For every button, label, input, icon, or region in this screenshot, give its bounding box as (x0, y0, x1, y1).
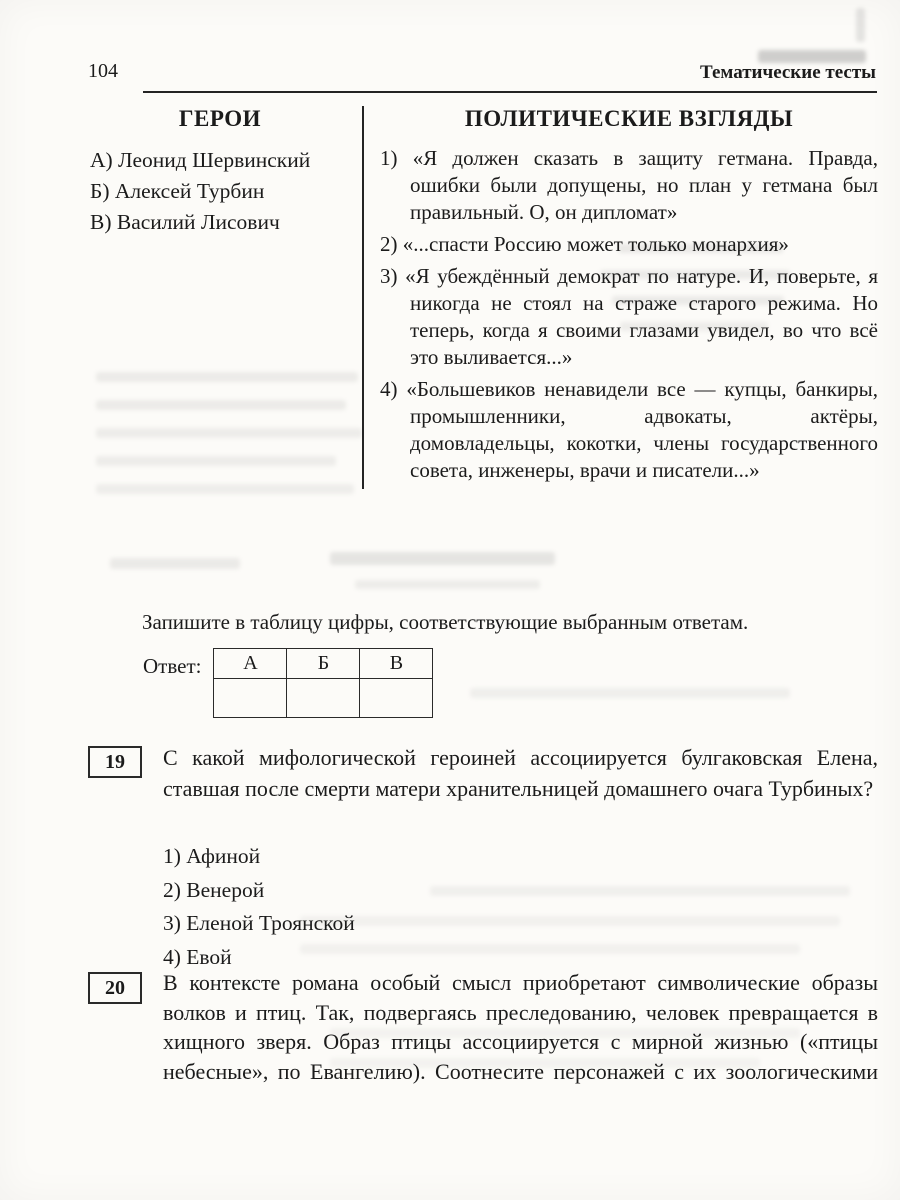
answer-col-v: В (360, 649, 433, 679)
hero-item: А) Леонид Шервинский (90, 148, 311, 172)
running-title: Тематические тесты (700, 62, 876, 83)
question-19-options (163, 840, 355, 974)
bleed-artifact (300, 916, 840, 926)
views-column-header: ПОЛИТИЧЕСКИЕ ВЗГЛЯДЫ (464, 106, 794, 131)
answer-col-b: Б (287, 649, 360, 679)
instruction-text: Запишите в таблицу цифры, соответствующие выбранным ответам. (142, 610, 749, 634)
question-19-option: 4) Евой (163, 944, 232, 969)
question-19-number: 19 (105, 750, 125, 773)
header-rule (143, 91, 877, 93)
answer-block (143, 648, 433, 718)
view-item: 3) «Я убеждённый демократ по натуре. И, поверьте, я никогда не стоял на страже старого режима. Но теперь, когда я своими глазами увидел, во что всё это выливается...» (380, 264, 878, 369)
heroes-column (90, 106, 362, 489)
answer-col-a: А (214, 649, 287, 679)
question-19-option: 3) Еленой Троянской (163, 911, 355, 935)
view-item: 1) «Я должен сказать в защиту гетмана. Правда, ошибки были допущены, но план у гетмана был правильный. О, он дипломат» (380, 146, 878, 224)
question-20-number-box (88, 972, 142, 1004)
question-20-text: В контексте романа особый смысл приобретают символические образы волков и птиц. Так, подвергаясь преследованию, человек превращается в хищного зверя. Образ птицы ассоциируется с мирной жизнью («птицы небесные», по Евангелию). Соотнесите персонажей с их зоологическими (163, 970, 878, 1084)
bleed-artifact (856, 8, 865, 42)
heroes-column-header: ГЕРОИ (178, 106, 262, 131)
question-19-option: 1) Афиной (163, 844, 261, 868)
bleed-artifact (330, 552, 555, 565)
answer-table (213, 648, 433, 718)
bleed-artifact (470, 688, 790, 698)
question-20-number: 20 (105, 976, 125, 999)
view-item: 2) «...спасти Россию может только монархия» (380, 232, 789, 256)
question-19-number-box (88, 746, 142, 778)
answer-value-row (214, 679, 433, 718)
bleed-artifact (430, 886, 850, 896)
answer-label: Ответ: (143, 654, 202, 678)
question-19-option: 2) Венерой (163, 877, 265, 902)
answer-cell-b (287, 679, 360, 718)
view-item: 4) «Большевиков ненавидели все — купцы, банкиры, промышленники, адвокаты, актёры, домовладельцы, кокотки, члены государственного совета, инженеры, врачи и писатели...» (380, 377, 878, 482)
page-number: 104 (88, 60, 118, 82)
answer-header-row (214, 649, 433, 679)
hero-item: Б) Алексей Турбин (90, 179, 265, 203)
hero-item: В) Василий Лисович (90, 210, 280, 234)
bleed-artifact (355, 580, 540, 589)
question-19-text: С какой мифологической героиней ассоциируется булгаковская Елена, ставшая после смерти матери хранительницей домашнего очага Турбиных? (163, 745, 878, 801)
answer-cell-a (214, 679, 287, 718)
views-column (362, 106, 878, 489)
matching-table (90, 106, 878, 489)
answer-cell-v (360, 679, 433, 718)
bleed-artifact (300, 944, 800, 954)
bleed-artifact (110, 558, 240, 569)
